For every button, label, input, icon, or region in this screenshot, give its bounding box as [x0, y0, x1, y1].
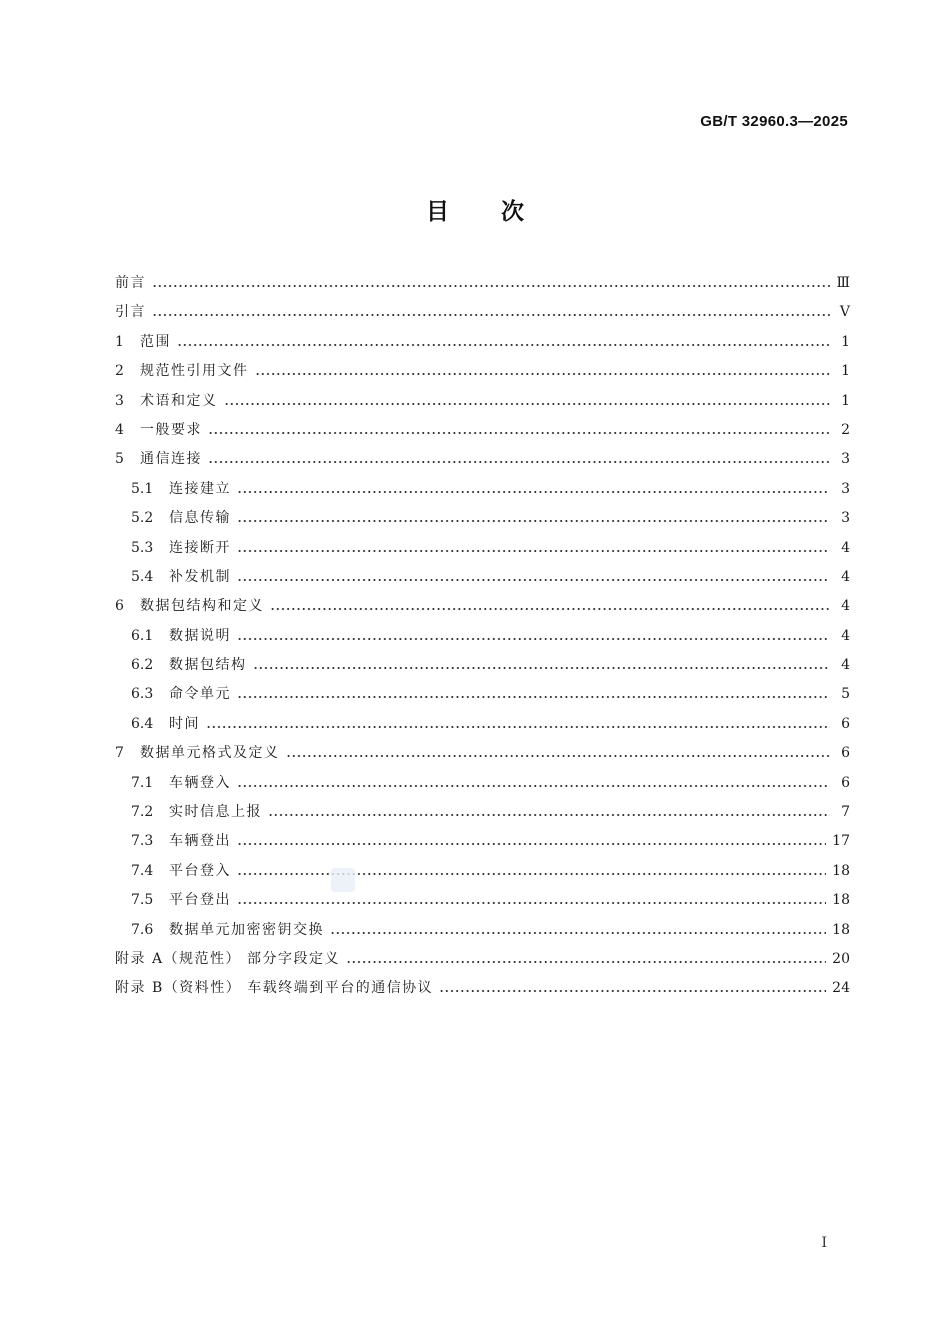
toc-entry-number: 6 — [115, 598, 124, 615]
toc-entry-number: 4 — [115, 421, 124, 438]
toc-entry-label: 范围 — [140, 333, 171, 350]
toc-entry-number: 5.1 — [131, 480, 154, 497]
toc-leader-dots — [286, 739, 831, 768]
toc-entry[interactable] — [115, 475, 850, 504]
toc-entry-page: 4 — [841, 568, 850, 585]
toc-entry[interactable] — [115, 916, 850, 945]
toc-entry-label: 时间 — [169, 715, 200, 732]
toc-entry-number: 6.3 — [131, 686, 154, 703]
toc-entry-number: 7.5 — [131, 892, 154, 909]
toc-entry-number: 5.2 — [131, 510, 154, 527]
toc-entry-label: 数据包结构和定义 — [140, 598, 264, 615]
toc-entry-label: 信息传输 — [169, 510, 231, 527]
toc-entry-page: 17 — [832, 833, 850, 850]
toc-entry[interactable] — [115, 769, 850, 798]
toc-entry-page: 3 — [841, 451, 850, 468]
toc-entry[interactable] — [115, 416, 850, 445]
toc-entry[interactable] — [115, 886, 850, 915]
toc-leader-dots — [237, 680, 830, 709]
toc-entry-label: 数据单元格式及定义 — [140, 745, 280, 762]
toc-entry[interactable] — [115, 857, 850, 886]
toc-entry-label: 命令单元 — [169, 686, 231, 703]
toc-entry-number: 5.3 — [131, 539, 154, 556]
page-title: 目次 — [426, 199, 576, 225]
toc-entry-page: 18 — [832, 892, 850, 909]
toc-leader-dots — [152, 298, 830, 327]
toc-entry-label: 补发机制 — [169, 568, 231, 585]
toc-entry-page: 20 — [832, 950, 850, 967]
toc-entry-page: Ⅴ — [839, 304, 850, 321]
toc-entry-label: 通信连接 — [140, 451, 202, 468]
toc-entry[interactable] — [115, 328, 850, 357]
toc-entry-number: 7.3 — [131, 833, 154, 850]
toc-entry-label: 车辆登出 — [169, 833, 231, 850]
page-number: Ⅰ — [821, 1235, 827, 1251]
toc-entry-page: 4 — [841, 598, 850, 615]
toc-leader-dots — [346, 945, 826, 974]
toc-entry[interactable] — [115, 710, 850, 739]
toc-entry-label: 前言 — [115, 274, 146, 291]
toc-entry-page: 6 — [841, 715, 850, 732]
toc-leader-dots — [208, 416, 830, 445]
toc-entry[interactable] — [115, 739, 850, 768]
toc-entry[interactable] — [115, 592, 850, 621]
toc-entry-label: 连接建立 — [169, 480, 231, 497]
toc-entry-label: 数据包结构 — [169, 657, 247, 674]
toc-entry-page: 4 — [841, 627, 850, 644]
table-of-contents — [115, 269, 850, 1004]
toc-entry-label: 平台登入 — [169, 862, 231, 879]
watermark-stamp — [331, 868, 355, 892]
toc-leader-dots — [255, 357, 831, 386]
toc-entry[interactable] — [115, 945, 850, 974]
toc-entry-label: 一般要求 — [140, 421, 202, 438]
toc-leader-dots — [206, 710, 830, 739]
toc-entry-label: 平台登出 — [169, 892, 231, 909]
toc-entry-number: 7.2 — [131, 804, 154, 821]
toc-entry-label: 术语和定义 — [140, 392, 218, 409]
toc-entry-page: 1 — [841, 392, 850, 409]
toc-leader-dots — [237, 504, 830, 533]
toc-entry-label: 数据单元加密密钥交换 — [169, 921, 324, 938]
toc-entry-page: 2 — [841, 421, 850, 438]
toc-entry-page: 1 — [841, 363, 850, 380]
toc-leader-dots — [177, 328, 830, 357]
toc-entry-label: 实时信息上报 — [169, 804, 262, 821]
toc-entry[interactable] — [115, 680, 850, 709]
toc-entry[interactable] — [115, 974, 850, 1003]
standard-code: GB/T 32960.3—2025 — [700, 113, 848, 130]
toc-entry-number: 1 — [115, 333, 124, 350]
toc-leader-dots — [270, 592, 830, 621]
toc-entry-page: 5 — [841, 686, 850, 703]
toc-entry-page: 6 — [841, 774, 850, 791]
toc-entry-page: 1 — [841, 333, 850, 350]
toc-leader-dots — [152, 269, 830, 298]
toc-leader-dots — [237, 622, 830, 651]
toc-entry-page: 3 — [841, 480, 850, 497]
toc-entry-page: 18 — [832, 862, 850, 879]
toc-entry[interactable] — [115, 622, 850, 651]
toc-entry-number: 7.1 — [131, 774, 154, 791]
toc-entry-number: 7.6 — [131, 921, 154, 938]
toc-leader-dots — [237, 534, 830, 563]
toc-entry[interactable] — [115, 798, 850, 827]
toc-leader-dots — [237, 886, 826, 915]
toc-entry-label: 附录 A（规范性） 部分字段定义 — [115, 950, 341, 967]
toc-entry-label: 数据说明 — [169, 627, 231, 644]
toc-entry[interactable] — [115, 534, 850, 563]
toc-entry-label: 连接断开 — [169, 539, 231, 556]
toc-entry[interactable] — [115, 651, 850, 680]
toc-entry-label: 车辆登入 — [169, 774, 231, 791]
toc-entry-number: 7 — [115, 745, 124, 762]
toc-leader-dots — [224, 387, 831, 416]
toc-leader-dots — [330, 916, 826, 945]
toc-entry-label: 规范性引用文件 — [140, 363, 249, 380]
toc-entry-page: 18 — [832, 921, 850, 938]
toc-entry-number: 6.2 — [131, 657, 154, 674]
toc-leader-dots — [439, 974, 826, 1003]
toc-entry[interactable] — [115, 357, 850, 386]
toc-entry-page: 6 — [841, 745, 850, 762]
toc-entry[interactable] — [115, 563, 850, 592]
toc-leader-dots — [237, 563, 830, 592]
toc-entry-page: 3 — [841, 510, 850, 527]
toc-entry-page: 4 — [841, 657, 850, 674]
toc-leader-dots — [208, 445, 830, 474]
toc-entry[interactable] — [115, 827, 850, 856]
toc-entry[interactable] — [115, 269, 850, 298]
toc-entry[interactable] — [115, 298, 850, 327]
toc-entry[interactable] — [115, 445, 850, 474]
toc-entry-number: 6.1 — [131, 627, 154, 644]
toc-leader-dots — [237, 769, 830, 798]
toc-leader-dots — [268, 798, 830, 827]
toc-leader-dots — [237, 857, 826, 886]
toc-entry-number: 5 — [115, 451, 124, 468]
toc-entry-number: 7.4 — [131, 862, 154, 879]
toc-entry[interactable] — [115, 387, 850, 416]
toc-entry-number: 2 — [115, 363, 124, 380]
toc-entry-page: 4 — [841, 539, 850, 556]
toc-entry-page: 24 — [832, 980, 850, 997]
toc-entry-label: 附录 B（资料性） 车载终端到平台的通信协议 — [115, 980, 434, 997]
toc-leader-dots — [237, 827, 826, 856]
toc-entry-page: Ⅲ — [836, 274, 850, 291]
toc-entry-number: 5.4 — [131, 568, 154, 585]
toc-entry-page: 7 — [841, 804, 850, 821]
toc-entry-number: 6.4 — [131, 715, 154, 732]
toc-leader-dots — [237, 475, 830, 504]
toc-leader-dots — [253, 651, 831, 680]
toc-entry-label: 引言 — [115, 304, 146, 321]
toc-entry[interactable] — [115, 504, 850, 533]
toc-entry-number: 3 — [115, 392, 124, 409]
